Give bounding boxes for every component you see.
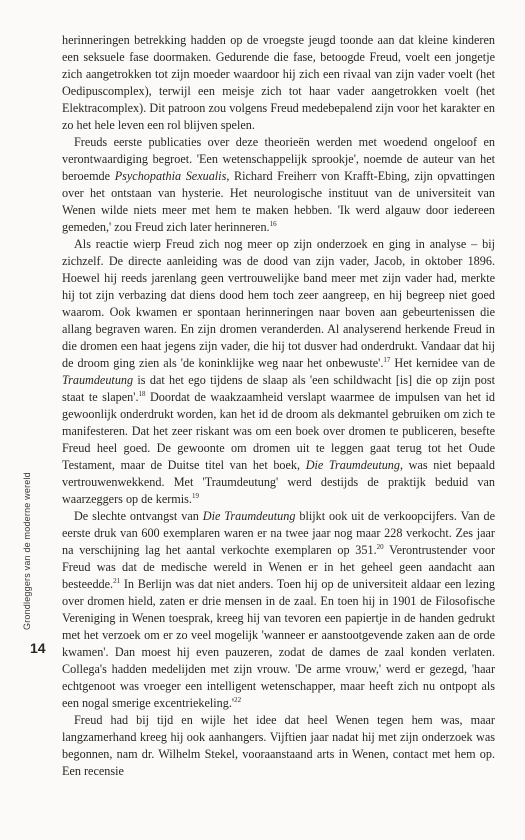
footnote-ref: 21 xyxy=(113,576,121,585)
footnote-ref: 17 xyxy=(383,355,391,364)
text-run: , was niet bepaald vertrouwenwekkend. Met 'Traumdeutung' werd destijds de praktijk beduid van waarzeggers op de kermis. xyxy=(62,458,495,506)
paragraph xyxy=(62,508,495,712)
paragraph xyxy=(62,236,495,508)
body-text xyxy=(62,32,495,780)
paragraph xyxy=(62,32,495,134)
text-run: De slechte ontvangst van xyxy=(74,509,203,523)
footnote-ref: 22 xyxy=(234,695,242,704)
italic-title: Die Traumdeutung xyxy=(202,509,296,523)
page-number: 14 xyxy=(30,640,46,656)
text-run: Freud had bij tijd en wijle het idee dat heel Wenen tegen hem was, maar langzamerhand kreeg hij ook aanhangers. Vijftien jaar nadat hij met zijn onderzoek was begonnen, nam dr. Wilhelm Stekel, vooraanstaand arts in Wenen, contact met hem op. Een recensie xyxy=(62,713,495,778)
text-run: Doordat de waakzaamheid verslapt waarmee de impulsen van het id gewoonlijk onderdrukt worden, kan het id de droom als dekmantel gebruiken om zich te manifesteren. Dat het zeer riskant was om een boek over dromen te publiceren, besefte Freud heel goed. De gewoonte om dromen uit te leggen gaat terug tot het Oude Testament, maar de Duitse titel van het boek, xyxy=(62,390,495,472)
paragraph xyxy=(62,134,495,236)
text-run: herinneringen betrekking hadden op de vroegste jeugd toonde aan dat kleine kinderen een seksuele fase doormaken. Gedurende die fase, betoogde Freud, voelt een jongetje zich aangetrokken tot zijn moeder waardoor hij zich een rivaal van zijn vader voelt (het Oedipuscomplex), terwijl een meisje zich tot haar vader aangetrokken voelt (het Elektracomplex). Dit patroon zou volgens Freud medebepalend zijn voor het karakter en zo het hele leven een rol blijven spelen. xyxy=(62,33,495,132)
text-run: In Berlijn was dat niet anders. Toen hij op de universiteit aldaar een lezing over dromen hield, zaten er drie mensen in de zaal. En toen hij in 1901 de Filosofische Vereniging in Wenen toesprak, kreeg hij van tevoren een papiertje in de handen gedrukt met het verzoek om er zo veel mogelijk 'wanneer er aanstootgevende zaken aan de orde kwamen'. Dan moest hij even pauzeren, zodat de dames de zaal konden verlaten. Collega's hadden medelijden met zijn vrouw. 'De arme vrouw,' werd er gezegd, 'haar echtgenoot was vroeger een intelligent wetenschapper, maar heeft zich nu ontpopt als een nogal smerige excentriekeling.' xyxy=(62,577,495,710)
running-title: Grondleggers van de moderne wereld xyxy=(22,472,32,630)
footnote-ref: 19 xyxy=(191,491,199,500)
italic-title: Traumdeutung xyxy=(62,373,134,387)
text-run: Freuds eerste publicaties over deze theorieën werden met woedend ongeloof en verontwaardiging begroet. 'Een wetenschappelijk sprookje', noemde de auteur van het beroemde xyxy=(62,135,495,183)
text-run: is dat het ego tijdens de slaap als 'een schildwacht [is] die op zijn post staat te slapen'. xyxy=(62,373,495,404)
text-run: , Richard Freiherr von Krafft-Ebing, zijn opvattingen over het ontstaan van hysterie. Het neurologische instituut van de universiteit van Wenen wilde niets meer met hem te maken hebben. 'Ik werd algauw door iedereen gemeden,' zou Freud zich later herinneren. xyxy=(62,169,495,234)
footnote-ref: 16 xyxy=(269,219,277,228)
italic-title: Psychopathia Sexualis xyxy=(114,169,227,183)
text-run: Als reactie wierp Freud zich nog meer op zijn onderzoek en ging in analyse – bij zichzelf. De directe aanleiding was de dood van zijn vader, Jacob, in oktober 1896. Hoewel hij reeds jarenlang geen vertrouwelijke band meer met zijn vader had, merkte hij tot zijn verbazing dat diens dood hem toch zeer aangreep, en hij begreep niet goed waarom. Ook kwamen er spontaan herinneringen naar boven aan gebeurtenissen die allang begraven waren. En zijn dromen veranderden. Al analyserend herkende Freud in die dromen een haat jegens zijn vader, die hij tot dusver had onderdrukt. Vandaar dat hij de droom ging zien als 'de koninklijke weg naar het onbewuste'. xyxy=(62,237,495,370)
footnote-ref: 18 xyxy=(138,389,146,398)
footnote-ref: 20 xyxy=(376,542,384,551)
text-run: blijkt ook uit de verkoopcijfers. Van de eerste druk van 600 exemplaren waren er na twee jaar nog maar 228 verkocht. Zes jaar na verschijning lag het aantal verkochte exemplaren op 351. xyxy=(62,509,495,557)
italic-title: Die Traumdeutung xyxy=(305,458,400,472)
text-run: Het kernidee van de xyxy=(390,356,496,370)
text-run: Verontrustender voor Freud was dat de medische wereld in Wenen er in het geheel geen aandacht aan besteedde. xyxy=(62,543,495,591)
paragraph xyxy=(62,712,495,780)
